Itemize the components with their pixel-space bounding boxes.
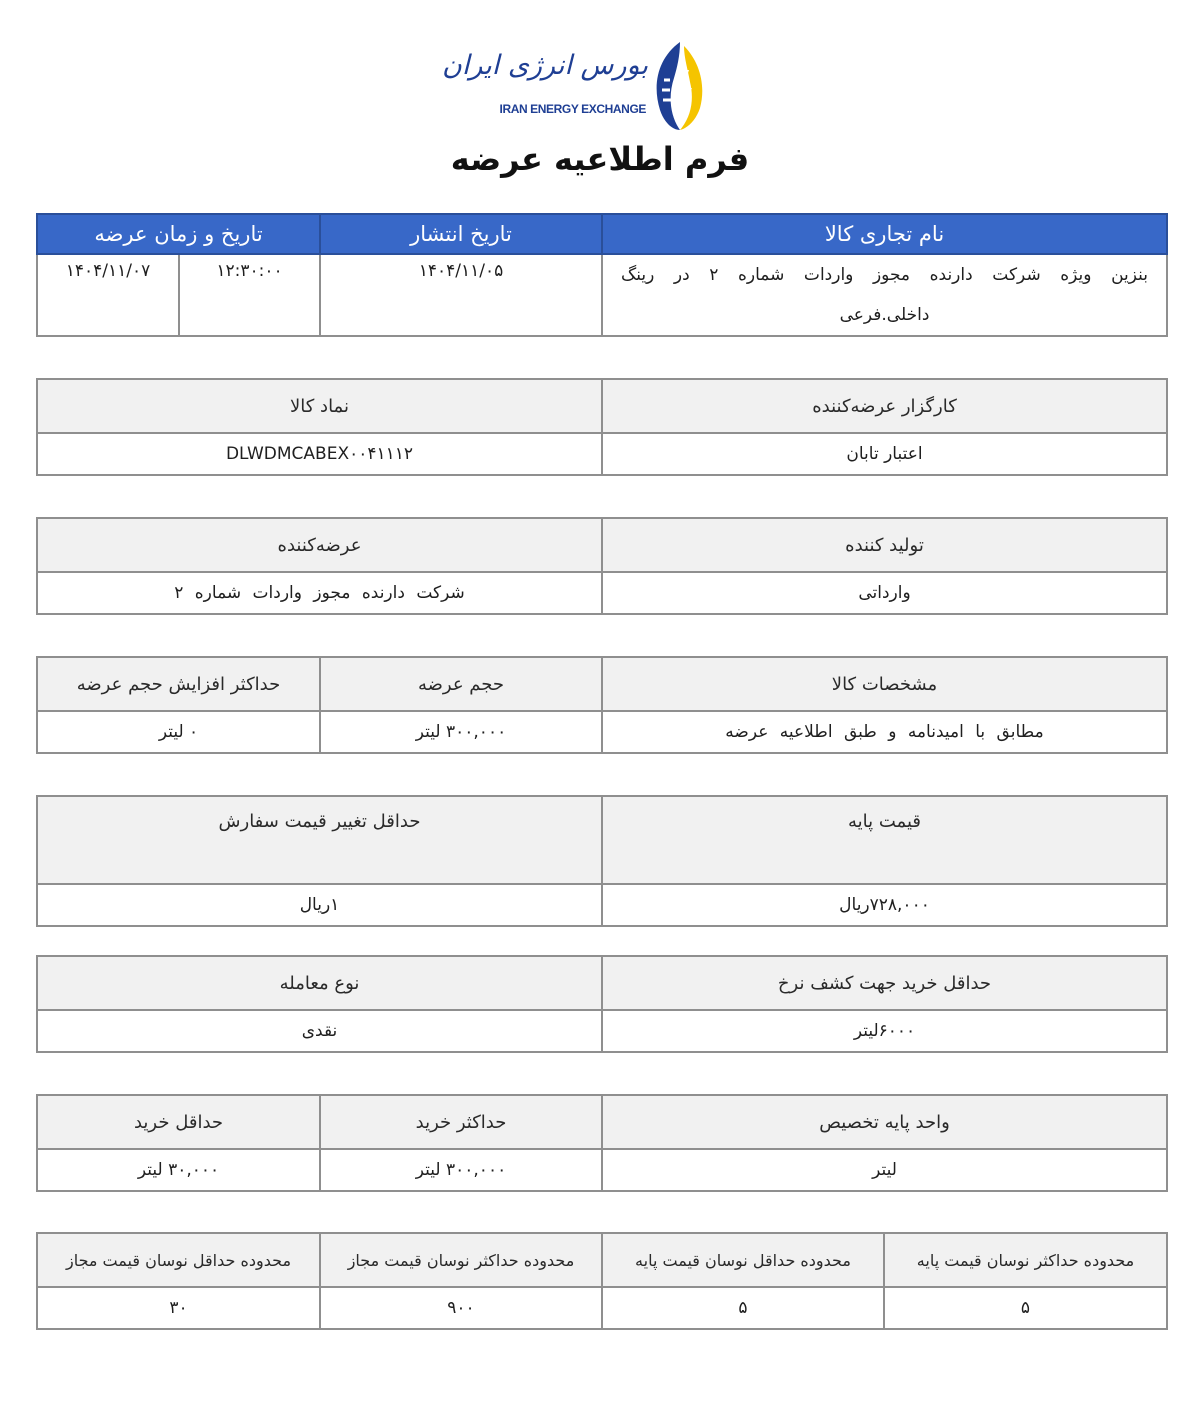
trade-type-label: نوع معامله: [37, 956, 602, 1010]
publish-date-value: ۱۴۰۴/۱۱/۰۵: [320, 254, 602, 336]
unit-label: واحد پایه تخصیص: [602, 1095, 1167, 1149]
specs-table: [36, 656, 1168, 754]
base-price-label: قیمت پایه: [602, 796, 1167, 884]
max-allowed-fluctuation-value: ۹۰۰: [320, 1287, 602, 1329]
base-price-value: ۷۲۸,۰۰۰ریال: [602, 884, 1167, 926]
producer-table: [36, 517, 1168, 615]
product-name-label: نام تجاری کالا: [602, 214, 1167, 254]
max-increase-value: ۰ لیتر: [37, 711, 320, 753]
symbol-value: DLWDMCABEX۰۰۴۱۱۱۲: [37, 433, 602, 475]
max-base-fluctuation-label: محدوده حداکثر نوسان قیمت پایه: [884, 1233, 1167, 1287]
min-base-fluctuation-value: ۵: [602, 1287, 884, 1329]
publish-date-label: تاریخ انتشار: [320, 214, 602, 254]
allocation-table: [36, 1094, 1168, 1192]
producer-label: تولید کننده: [602, 518, 1167, 572]
broker-label: کارگزار عرضه‌کننده: [602, 379, 1167, 433]
volume-value: ۳۰۰,۰۰۰ لیتر: [320, 711, 602, 753]
trade-table: [36, 955, 1168, 1053]
offer-date-value: ۱۴۰۴/۱۱/۰۷: [37, 254, 179, 336]
form-title: فرم اطلاعیه عرضه: [450, 140, 750, 178]
producer-value: وارداتی: [602, 572, 1167, 614]
flame-bolt-icon: [650, 40, 706, 132]
min-allowed-fluctuation-label: محدوده حداقل نوسان قیمت مجاز: [37, 1233, 320, 1287]
offer-time-value: ۱۲:۳۰:۰۰: [179, 254, 320, 336]
volume-label: حجم عرضه: [320, 657, 602, 711]
max-allowed-fluctuation-label: محدوده حداکثر نوسان قیمت مجاز: [320, 1233, 602, 1287]
logo-english-text: IRAN ENERGY EXCHANGE: [499, 102, 646, 116]
min-change-label: حداقل تغییر قیمت سفارش: [37, 796, 602, 884]
max-buy-label: حداکثر خرید: [320, 1095, 602, 1149]
fluctuation-table: [36, 1232, 1168, 1330]
specs-label: مشخصات کالا: [602, 657, 1167, 711]
trade-type-value: نقدی: [37, 1010, 602, 1052]
min-discovery-value: ۶۰۰۰لیتر: [602, 1010, 1167, 1052]
broker-value: اعتبار تابان: [602, 433, 1167, 475]
min-base-fluctuation-label: محدوده حداقل نوسان قیمت پایه: [602, 1233, 884, 1287]
min-buy-value: ۳۰,۰۰۰ لیتر: [37, 1149, 320, 1191]
min-change-value: ۱ریال: [37, 884, 602, 926]
page-header: [0, 36, 1200, 196]
price-table: [36, 795, 1168, 927]
min-buy-label: حداقل خرید: [37, 1095, 320, 1149]
supplier-value: شرکت دارنده مجوز واردات شماره ۲: [37, 572, 602, 614]
supplier-label: عرضه‌کننده: [37, 518, 602, 572]
specs-value: مطابق با امیدنامه و طبق اطلاعیه عرضه: [602, 711, 1167, 753]
max-base-fluctuation-value: ۵: [884, 1287, 1167, 1329]
offer-datetime-label: تاریخ و زمان عرضه: [37, 214, 320, 254]
logo-persian-text: بورس انرژی ایران: [442, 50, 648, 81]
symbol-label: نماد کالا: [37, 379, 602, 433]
product-name-value: بنزین ویژه شرکت دارنده مجوز واردات شماره ۲ در رینگ داخلی.فرعی: [602, 254, 1167, 336]
max-increase-label: حداکثر افزایش حجم عرضه: [37, 657, 320, 711]
iran-energy-exchange-logo: [442, 40, 710, 132]
min-discovery-label: حداقل خرید جهت کشف نرخ: [602, 956, 1167, 1010]
min-allowed-fluctuation-value: ۳۰: [37, 1287, 320, 1329]
main-info-table: [36, 213, 1168, 337]
broker-table: [36, 378, 1168, 476]
max-buy-value: ۳۰۰,۰۰۰ لیتر: [320, 1149, 602, 1191]
unit-value: لیتر: [602, 1149, 1167, 1191]
